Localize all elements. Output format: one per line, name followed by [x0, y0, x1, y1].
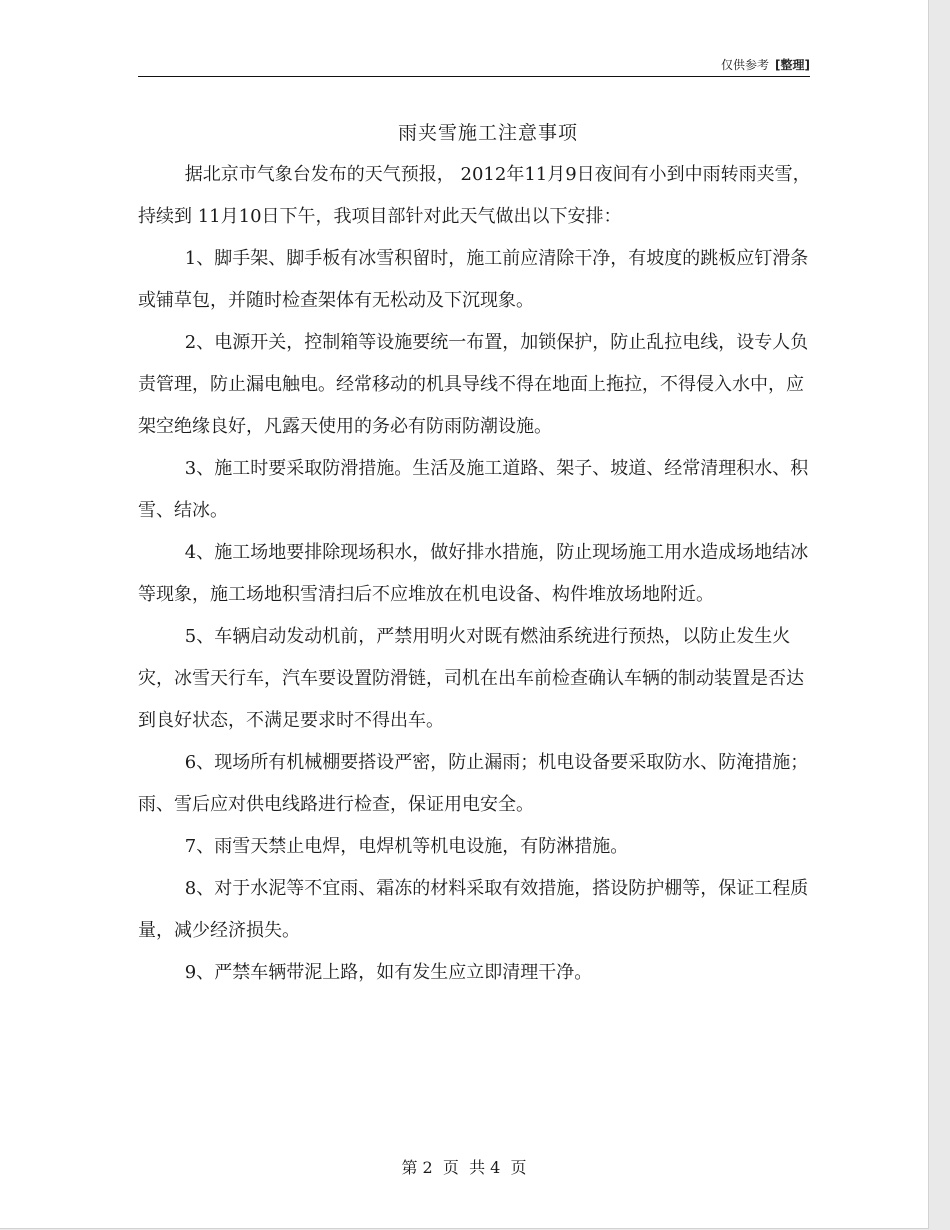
- item-paragraph-3: 3、施工时要采取防滑措施。生活及施工道路、架子、坡道、经常清理积水、积雪、结冰。: [138, 458, 809, 521]
- item-paragraph-6: 6、现场所有机械棚要搭设严密，防止漏雨；机电设备要采取防水、防淹措施；雨、雪后应对供电线路进行检查，保证用电安全。: [138, 752, 809, 815]
- item-paragraph-4: 4、施工场地要排除现场积水，做好排水措施，防止现场施工用水造成场地结冰等现象，施工场地积雪清扫后不应堆放在机电设备、构件堆放场地附近。: [138, 542, 809, 605]
- intro-paragraph: 据北京市气象台发布的天气预报， 2012年11月9日夜间有小到中雨转雨夹雪，持续到 11月10日下午，我项目部针对此天气做出以下安排：: [138, 164, 811, 227]
- header-note-text: 仅供参考: [721, 58, 770, 72]
- item-paragraph-9: 9、严禁车辆带泥上路，如有发生应立即清理干净。: [184, 962, 593, 983]
- item-paragraph-5: 5、车辆启动发动机前，严禁用明火对既有燃油系统进行预热，以防止发生火灾，冰雪天行车，汽车要设置防滑链，司机在出车前检查确认车辆的制动装置是否达到良好状态，不满足要求时不得出车。: [138, 626, 804, 731]
- header-note-tag: [整理]: [775, 58, 810, 72]
- header-note: [721, 56, 810, 73]
- item-paragraph-7: 7、雨雪天禁止电焊，电焊机等机电设施，有防淋措施。: [184, 836, 629, 857]
- header-rule: [138, 76, 810, 77]
- item-paragraph-8: 8、对于水泥等不宜雨、霜冻的材料采取有效措施，搭设防护棚等，保证工程质量，减少经济损失。: [138, 878, 809, 941]
- page-number: 第 2 页 共 4 页: [401, 1158, 527, 1177]
- document-body: [138, 154, 818, 994]
- item-paragraph-2: 2、电源开关，控制箱等设施要统一布置，加锁保护，防止乱拉电线，设专人负责管理，防止漏电触电。经常移动的机具导线不得在地面上拖拉，不得侵入水中，应架空绝缘良好，凡露天使用的务必有防雨防潮设施。: [138, 332, 809, 437]
- item-paragraph-1: 1、脚手架、脚手板有冰雪积留时，施工前应清除干净，有坡度的跳板应钉滑条或铺草包，并随时检查架体有无松动及下沉现象。: [138, 248, 809, 311]
- document-title: 雨夹雪施工注意事项: [397, 122, 578, 144]
